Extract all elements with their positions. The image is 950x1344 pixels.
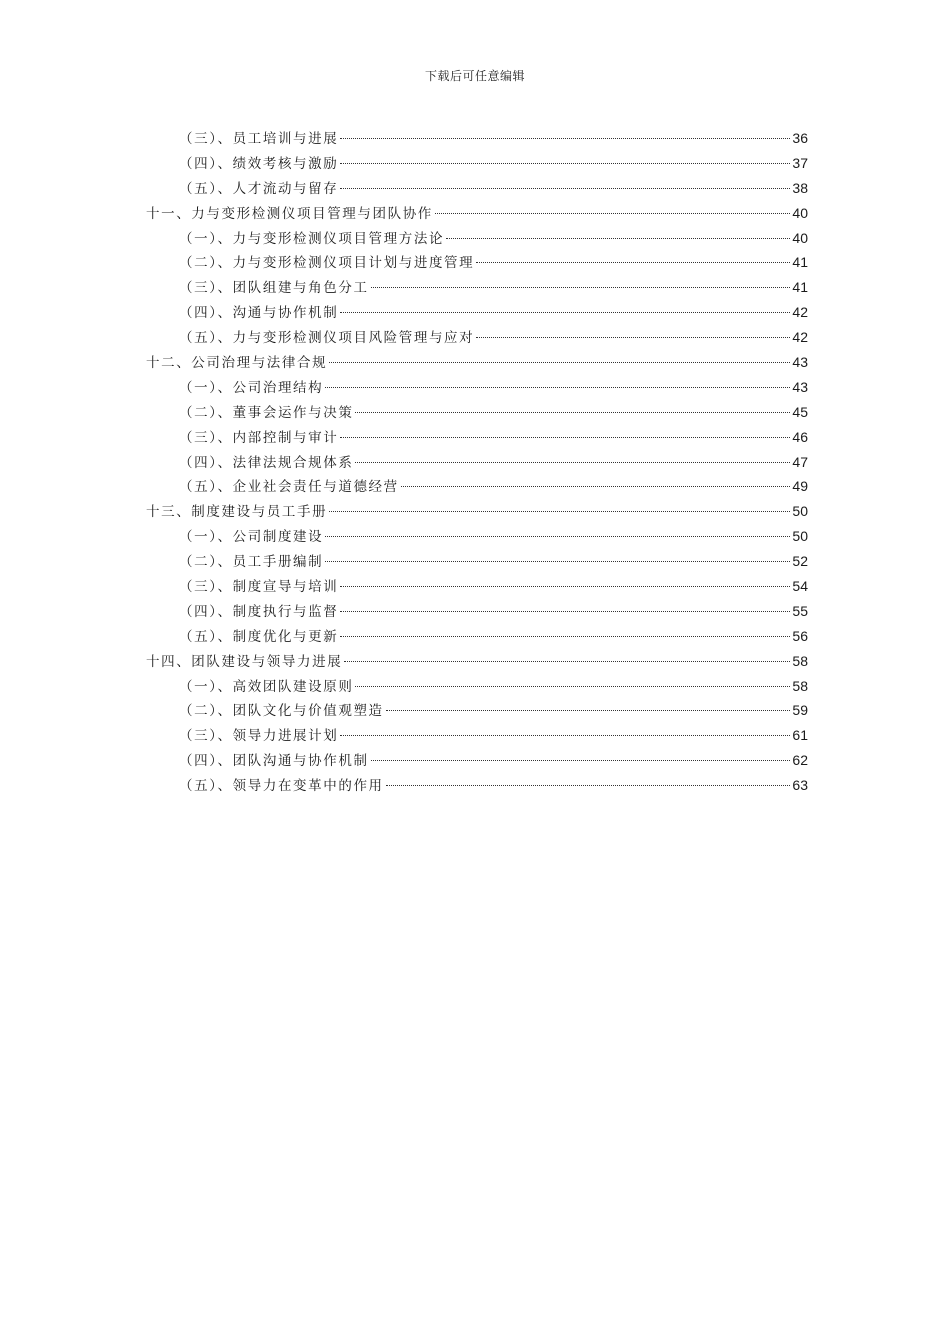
toc-section-entry[interactable] [146,549,808,574]
toc-dot-leader [386,785,791,786]
toc-dot-leader [340,312,790,313]
toc-dot-leader [340,138,790,139]
toc-section-entry[interactable] [146,624,808,649]
toc-entry-label: （四）、绩效考核与激励 [179,155,339,172]
toc-page-number: 42 [792,304,808,321]
toc-page-number: 41 [792,279,808,296]
toc-dot-leader [344,661,790,662]
toc-entry-label: （三）、员工培训与进展 [179,131,339,147]
toc-entry-label: 十一、力与变形检测仪项目管理与团队协作 [146,205,433,222]
toc-entry-label: 十四、团队建设与领导力进展 [146,653,343,670]
toc-section-entry[interactable] [146,748,808,773]
toc-entry-label: （一）、公司制度建设 [179,529,324,546]
toc-page-number: 50 [792,528,808,545]
toc-page-number: 47 [792,453,808,470]
toc-entry-label: （二）、团队文化与价值观塑造 [179,703,384,720]
toc-section-entry[interactable] [146,226,808,251]
toc-dot-leader [340,611,790,612]
toc-chapter-entry[interactable] [146,350,808,375]
toc-entry-label: （五）、领导力在变革中的作用 [179,778,384,795]
toc-dot-leader [340,163,790,164]
toc-section-entry[interactable] [146,126,808,151]
toc-section-entry[interactable] [146,375,808,400]
toc-dot-leader [355,462,790,463]
toc-entry-label: （三）、领导力进展计划 [179,728,339,745]
toc-page-number: 36 [792,130,808,146]
toc-dot-leader [476,337,790,338]
toc-dot-leader [329,511,790,512]
toc-dot-leader [340,735,790,736]
toc-page-number: 45 [792,403,808,420]
toc-dot-leader [340,188,790,189]
toc-section-entry[interactable] [146,698,808,723]
toc-entry-label: （五）、人才流动与留存 [179,180,339,197]
toc-page-number: 58 [792,652,808,669]
toc-section-entry[interactable] [146,474,808,499]
toc-dot-leader [386,710,791,711]
toc-page-number: 63 [792,777,808,794]
toc-entry-label: （四）、沟通与协作机制 [179,305,339,322]
toc-section-entry[interactable] [146,325,808,350]
toc-entry-label: （五）、力与变形检测仪项目风险管理与应对 [179,330,475,347]
toc-section-entry[interactable] [146,250,808,275]
toc-dot-leader [401,486,791,487]
toc-section-entry[interactable] [146,450,808,475]
toc-dot-leader [446,238,790,239]
toc-entry-label: （四）、团队沟通与协作机制 [179,753,369,770]
toc-entry-label: （一）、公司治理结构 [179,379,324,396]
toc-section-entry[interactable] [146,674,808,699]
toc-entry-label: （三）、团队组建与角色分工 [179,280,369,297]
toc-page-number: 58 [792,677,808,694]
toc-page-number: 46 [792,428,808,445]
toc-dot-leader [435,213,791,214]
toc-page-number: 54 [792,578,808,595]
toc-entry-label: 十三、制度建设与员工手册 [146,504,328,521]
toc-page-number: 61 [792,727,808,744]
toc-section-entry[interactable] [146,176,808,201]
toc-entry-label: （二）、力与变形检测仪项目计划与进度管理 [179,255,475,272]
toc-dot-leader [340,437,790,438]
toc-section-entry[interactable] [146,723,808,748]
toc-section-entry[interactable] [146,425,808,450]
toc-entry-label: （五）、制度优化与更新 [179,628,339,645]
toc-entry-label: （五）、企业社会责任与道德经营 [179,479,399,496]
toc-entry-label: （一）、高效团队建设原则 [179,678,354,695]
toc-section-entry[interactable] [146,773,808,798]
toc-dot-leader [340,586,790,587]
toc-entry-label: （二）、董事会运作与决策 [179,404,354,421]
toc-entry-label: （一）、力与变形检测仪项目管理方法论 [179,230,445,247]
table-of-contents [146,126,808,798]
toc-dot-leader [325,387,790,388]
toc-chapter-entry[interactable] [146,201,808,226]
toc-section-entry[interactable] [146,300,808,325]
toc-dot-leader [355,412,790,413]
toc-entry-label: 十二、公司治理与法律合规 [146,355,328,372]
toc-entry-label: （四）、法律法规合规体系 [179,454,354,471]
toc-dot-leader [371,760,791,761]
toc-page-number: 62 [792,752,808,769]
toc-page-number: 56 [792,627,808,644]
toc-section-entry[interactable] [146,599,808,624]
toc-dot-leader [325,561,790,562]
toc-page-number: 37 [792,154,808,171]
toc-page-number: 55 [792,602,808,619]
toc-dot-leader [355,686,790,687]
toc-page-number: 40 [792,229,808,246]
toc-dot-leader [371,287,791,288]
toc-entry-label: （三）、制度宣导与培训 [179,579,339,596]
toc-section-entry[interactable] [146,574,808,599]
toc-entry-label: （四）、制度执行与监督 [179,603,339,620]
toc-page-number: 49 [792,478,808,495]
toc-section-entry[interactable] [146,151,808,176]
toc-chapter-entry[interactable] [146,499,808,524]
toc-dot-leader [340,636,790,637]
toc-dot-leader [476,262,790,263]
toc-dot-leader [325,536,790,537]
toc-entry-label: （二）、员工手册编制 [179,554,324,571]
toc-dot-leader [329,362,790,363]
toc-entry-label: （三）、内部控制与审计 [179,429,339,446]
toc-page-number: 43 [792,378,808,395]
toc-chapter-entry[interactable] [146,649,808,674]
toc-page-number: 59 [792,702,808,719]
toc-section-entry[interactable] [146,275,808,300]
toc-page-number: 42 [792,329,808,346]
toc-section-entry[interactable] [146,524,808,549]
toc-page-number: 38 [792,179,808,196]
toc-page-number: 50 [792,503,808,520]
toc-section-entry[interactable] [146,400,808,425]
toc-page-number: 41 [792,254,808,271]
toc-page-number: 40 [792,204,808,221]
toc-page-number: 43 [792,354,808,371]
toc-page-number: 52 [792,553,808,570]
page-header: 下载后可任意编辑 [424,69,525,83]
